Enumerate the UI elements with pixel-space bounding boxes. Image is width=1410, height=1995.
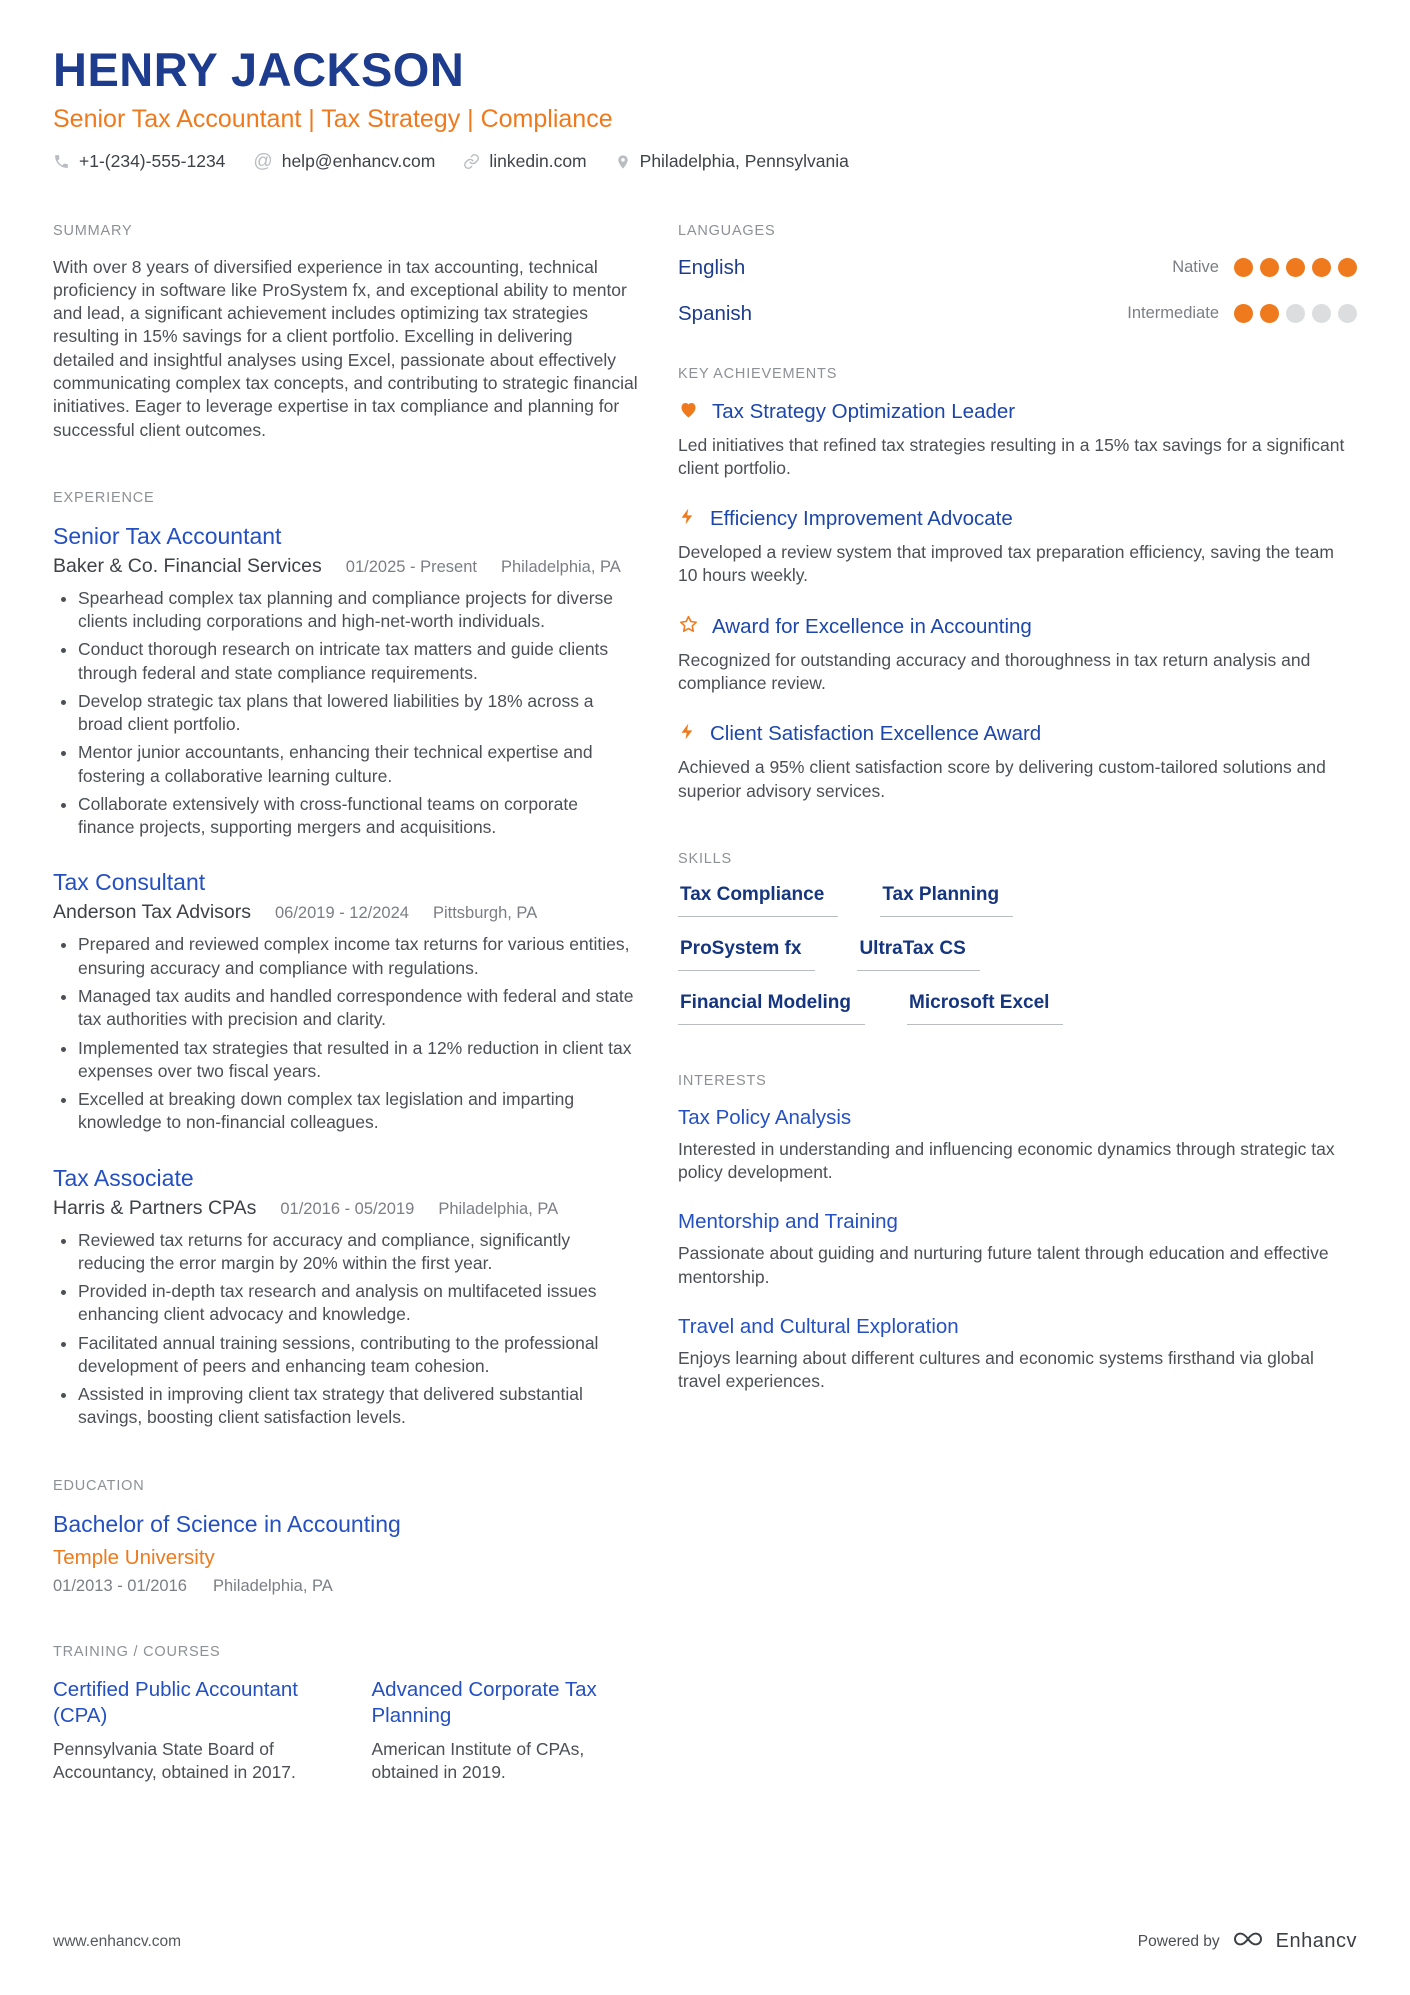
language-row (678, 256, 1357, 280)
heart-icon (678, 399, 699, 425)
footer (53, 1926, 1357, 1957)
experience-section (53, 490, 638, 1430)
job-location: Pittsburgh, PA (432, 904, 538, 923)
languages-label: LANGUAGES (678, 222, 776, 239)
achievement-item (678, 399, 1357, 481)
job-company: Baker & Co. Financial Services (53, 554, 322, 577)
interests-label: INTERESTS (678, 1072, 767, 1089)
course-desc: American Institute of CPAs, obtained in 2019. (371, 1739, 585, 1783)
summary-label: SUMMARY (53, 222, 133, 239)
job-entry (53, 1165, 638, 1430)
job-bullet: • Reviewed tax returns for accuracy and compliance, significantly reducing the error margin by 20% within the first year. (78, 1229, 638, 1276)
contact-linkedin[interactable] (463, 151, 586, 172)
language-name: Spanish (678, 301, 753, 325)
language-name: English (678, 255, 746, 279)
contact-email[interactable] (253, 151, 435, 173)
headline: Senior Tax Accountant | Tax Strategy | Compliance (53, 104, 613, 133)
job-bullets (53, 1229, 638, 1430)
job-bullets (53, 587, 638, 840)
person-name: HENRY JACKSON (53, 43, 465, 96)
job-bullet: • Facilitated annual training sessions, contributing to the professional development of peers and enhancing team cohesion. (78, 1332, 638, 1379)
job-dates: 01/2016 - 05/2019 (280, 1199, 415, 1218)
location-text: Philadelphia, Pennsylvania (639, 151, 849, 172)
language-rating (1234, 304, 1357, 323)
course-desc: Pennsylvania State Board of Accountancy, obtained in 2017. (53, 1739, 296, 1783)
contact-row (53, 151, 1357, 173)
degree-title: Bachelor of Science in Accounting (53, 1510, 401, 1537)
right-column (678, 223, 1357, 1833)
skill-item: Tax Compliance (678, 884, 838, 917)
achievement-item (678, 721, 1357, 803)
skill-item: Tax Planning (880, 884, 1013, 917)
phone-text: +1-(234)-555-1234 (79, 151, 226, 172)
job-bullet: • Provided in-depth tax research and analysis on multifaceted issues enhancing client advocacy and knowledge. (78, 1280, 638, 1327)
contact-phone[interactable] (53, 151, 225, 172)
language-level: Intermediate (1127, 304, 1219, 323)
job-bullet: • Spearhead complex tax planning and compliance projects for diverse clients including corporations and high-net-worth individuals. (78, 587, 638, 634)
interest-item (678, 1106, 1357, 1185)
job-company: Anderson Tax Advisors (53, 901, 251, 924)
interest-desc: Interested in understanding and influencing economic dynamics through strategic tax policy development. (678, 1138, 1335, 1183)
link-icon (463, 153, 480, 170)
location-pin-icon (615, 153, 631, 171)
skill-item: Financial Modeling (678, 992, 865, 1025)
experience-label: EXPERIENCE (53, 489, 155, 506)
skills-section (678, 851, 1357, 1025)
summary-section (53, 223, 638, 442)
email-text: help@enhancv.com (281, 151, 436, 172)
job-bullet: • Excelled at breaking down complex tax legislation and imparting knowledge to non-financial colleagues. (78, 1088, 638, 1135)
language-row (678, 302, 1357, 326)
job-meta (53, 555, 638, 578)
achievement-title: Award for Excellence in Accounting (712, 614, 1032, 638)
achievement-desc: Recognized for outstanding accuracy and thoroughness in tax return analysis and compliance review. (678, 649, 1311, 694)
job-bullets (53, 933, 638, 1134)
education-meta (53, 1577, 638, 1596)
linkedin-text: linkedin.com (489, 151, 587, 172)
achievement-desc: Achieved a 95% client satisfaction score by delivering custom-tailored solutions and superior advisory services. (678, 757, 1326, 801)
achievement-desc: Developed a review system that improved tax preparation efficiency, saving the team 10 hours weekly. (678, 542, 1334, 586)
job-bullet: • Managed tax audits and handled correspondence with federal and state tax authorities with precision and clarity. (78, 985, 638, 1032)
achievements-label: KEY ACHIEVEMENTS (678, 365, 838, 382)
enhancv-logo-icon (1231, 1926, 1265, 1957)
footer-url[interactable]: www.enhancv.com (53, 1932, 182, 1950)
job-title: Tax Consultant (53, 869, 206, 896)
interests-section (678, 1073, 1357, 1394)
language-level: Native (1172, 258, 1219, 277)
skill-item: ProSystem fx (678, 938, 815, 971)
languages-section (678, 223, 1357, 326)
interest-desc: Passionate about guiding and nurturing future talent through education and effective mentorship. (678, 1243, 1329, 1287)
powered-by (1138, 1926, 1357, 1957)
job-bullet: • Collaborate extensively with cross-functional teams on corporate finance projects, supporting mergers and acquisitions. (78, 793, 638, 840)
school-name: Temple University (53, 1545, 215, 1569)
job-bullet: • Conduct thorough research on intricate tax matters and guide clients through federal and state compliance requirements. (78, 638, 638, 685)
interest-item (678, 1315, 1357, 1394)
at-icon: @ (253, 150, 273, 172)
achievement-item (678, 506, 1357, 588)
job-company: Harris & Partners CPAs (53, 1196, 257, 1219)
skill-item: Microsoft Excel (907, 992, 1063, 1025)
job-title: Tax Associate (53, 1164, 194, 1191)
job-bullet: • Develop strategic tax plans that lowered liabilities by 18% across a broad client portfolio. (78, 690, 638, 737)
job-bullet: • Mentor junior accountants, enhancing their technical expertise and fostering a collaborative learning culture. (78, 741, 638, 788)
lightning-icon (678, 721, 697, 747)
achievements-section (678, 366, 1357, 803)
education-dates: 01/2013 - 01/2016 (53, 1576, 187, 1595)
education-location: Philadelphia, PA (212, 1576, 333, 1595)
job-bullet: • Assisted in improving client tax strategy that delivered substantial savings, boosting client satisfaction levels. (78, 1383, 638, 1430)
interest-title: Tax Policy Analysis (678, 1105, 852, 1129)
achievement-title: Tax Strategy Optimization Leader (712, 399, 1016, 423)
job-title: Senior Tax Accountant (53, 522, 282, 549)
course-title: Certified Public Accountant (CPA) (53, 1677, 298, 1727)
course-entry (53, 1677, 320, 1785)
education-label: EDUCATION (53, 1477, 145, 1494)
achievement-title: Client Satisfaction Excellence Award (710, 722, 1042, 746)
phone-icon (53, 153, 70, 170)
skills-label: SKILLS (678, 850, 732, 867)
interest-item (678, 1210, 1357, 1289)
training-section (53, 1644, 638, 1785)
job-dates: 01/2025 - Present (345, 557, 477, 576)
interest-desc: Enjoys learning about different cultures and economic systems firsthand via global travel experiences. (678, 1347, 1314, 1392)
course-title: Advanced Corporate Tax Planning (371, 1677, 597, 1727)
job-entry (53, 523, 638, 840)
summary-text: With over 8 years of diversified experience in tax accounting, technical proficiency in software like ProSystem fx, and exceptional ability to mentor and lead, a significant achievement includes optimizing tax strategies resulting in 15% savings for a client portfolio. Excelling in delivering detailed and insightful analyses using Excel, passionate about effectively communicating complex tax concepts, and contributing to strategic financial initiatives. Eager to leverage expertise in tax compliance and planning for successful client outcomes. (53, 256, 638, 440)
interest-title: Mentorship and Training (678, 1210, 898, 1234)
powered-by-label: Powered by (1137, 1932, 1220, 1950)
job-location: Philadelphia, PA (438, 1199, 559, 1218)
achievement-title: Efficiency Improvement Advocate (710, 507, 1013, 531)
education-section (53, 1478, 638, 1596)
job-meta (53, 1197, 638, 1220)
job-dates: 06/2019 - 12/2024 (275, 904, 409, 923)
job-location: Philadelphia, PA (500, 557, 621, 576)
language-rating (1234, 258, 1357, 277)
job-bullet: • Prepared and reviewed complex income tax returns for various entities, ensuring accuracy and compliance with regulations. (78, 933, 638, 980)
job-entry (53, 869, 638, 1134)
course-entry (372, 1677, 639, 1785)
achievement-item (678, 614, 1357, 696)
job-bullet: • Implemented tax strategies that resulted in a 12% reduction in client tax expenses over two fiscal years. (78, 1037, 638, 1084)
job-meta (53, 901, 638, 924)
training-label: TRAINING / COURSES (53, 1643, 221, 1660)
skill-item: UltraTax CS (857, 938, 979, 971)
star-icon (678, 614, 699, 640)
brand-name[interactable]: Enhancv (1275, 1930, 1357, 1952)
interest-title: Travel and Cultural Exploration (678, 1314, 959, 1338)
lightning-icon (678, 506, 697, 532)
left-column (53, 223, 638, 1833)
contact-location (615, 151, 849, 172)
header (53, 44, 1357, 173)
achievement-desc: Led initiatives that refined tax strategies resulting in a 15% tax savings for a significant client portfolio. (678, 434, 1345, 478)
